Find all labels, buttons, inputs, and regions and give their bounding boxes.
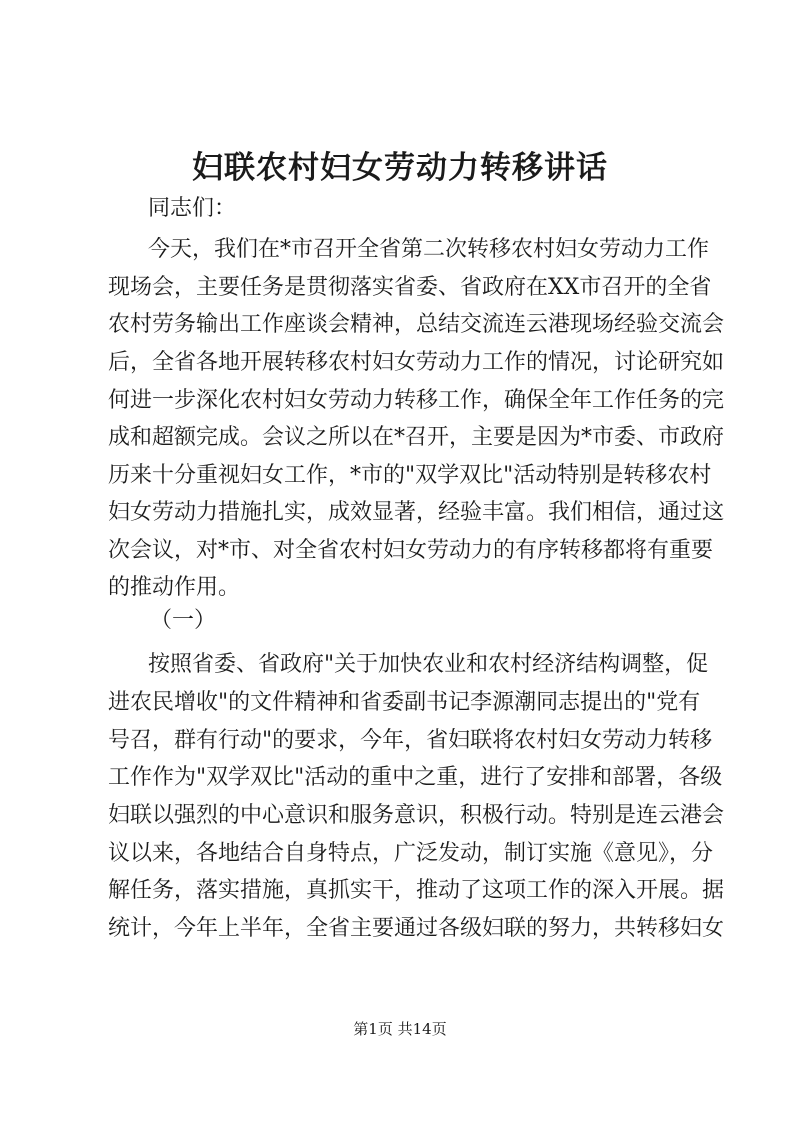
page-footer: 第1页 共14页	[353, 1020, 447, 1038]
text-line: 今天，我们在*市召开全省第二次转移农村妇女劳动力工作	[148, 237, 710, 262]
text-line: 号召，群有行动"的要求，今年，省妇联将农村妇女劳动力转移	[108, 728, 713, 753]
text-line: 解任务，落实措施，真抓实干，推动了这项工作的深入开展。据	[108, 878, 725, 903]
text-line: 后，全省各地开展转移农村妇女劳动力工作的情况，讨论研究如	[108, 350, 725, 375]
text-line: 议以来，各地结合自身特点，广泛发动，制订实施《意见》，分	[108, 841, 714, 866]
text-line: 成和超额完成。会议之所以在*召开，主要是因为*市委、市政府	[108, 425, 725, 450]
text-line: 历来十分重视妇女工作，*市的"双学双比"活动特别是转移农村	[108, 463, 712, 488]
text-line: 统计，今年上半年，全省主要通过各级妇联的努力，共转移妇女	[108, 916, 725, 941]
text-line: 农村劳务输出工作座谈会精神，总结交流连云港现场经验交流会	[108, 312, 725, 337]
text-line: 次会议，对*市、对全省农村妇女劳动力的有序转移都将有重要	[108, 538, 714, 563]
salutation: 同志们：	[148, 196, 237, 221]
text-line: 现场会，主要任务是贯彻落实省委、省政府在XX市召开的全省	[108, 275, 712, 300]
text-line: 按照省委、省政府"关于加快农业和农村经济结构调整，促	[148, 652, 709, 677]
text-line: 妇女劳动力措施扎实，成效显著，经验丰富。我们相信，通过这	[108, 500, 725, 525]
text-line: 的推动作用。	[108, 575, 241, 600]
text-line: 何进一步深化农村妇女劳动力转移工作，确保全年工作任务的完	[108, 388, 725, 413]
text-line: 妇联以强烈的中心意识和服务意识，积极行动。特别是连云港会	[108, 803, 725, 828]
section-heading: （一）	[150, 608, 217, 633]
text-line: 进农民增收"的文件精神和省委副书记李源潮同志提出的"党有	[108, 690, 701, 715]
text-line: 工作作为"双学双比"活动的重中之重，进行了安排和部署，各级	[108, 765, 723, 790]
document-title: 妇联农村妇女劳动力转移讲话	[192, 150, 608, 186]
